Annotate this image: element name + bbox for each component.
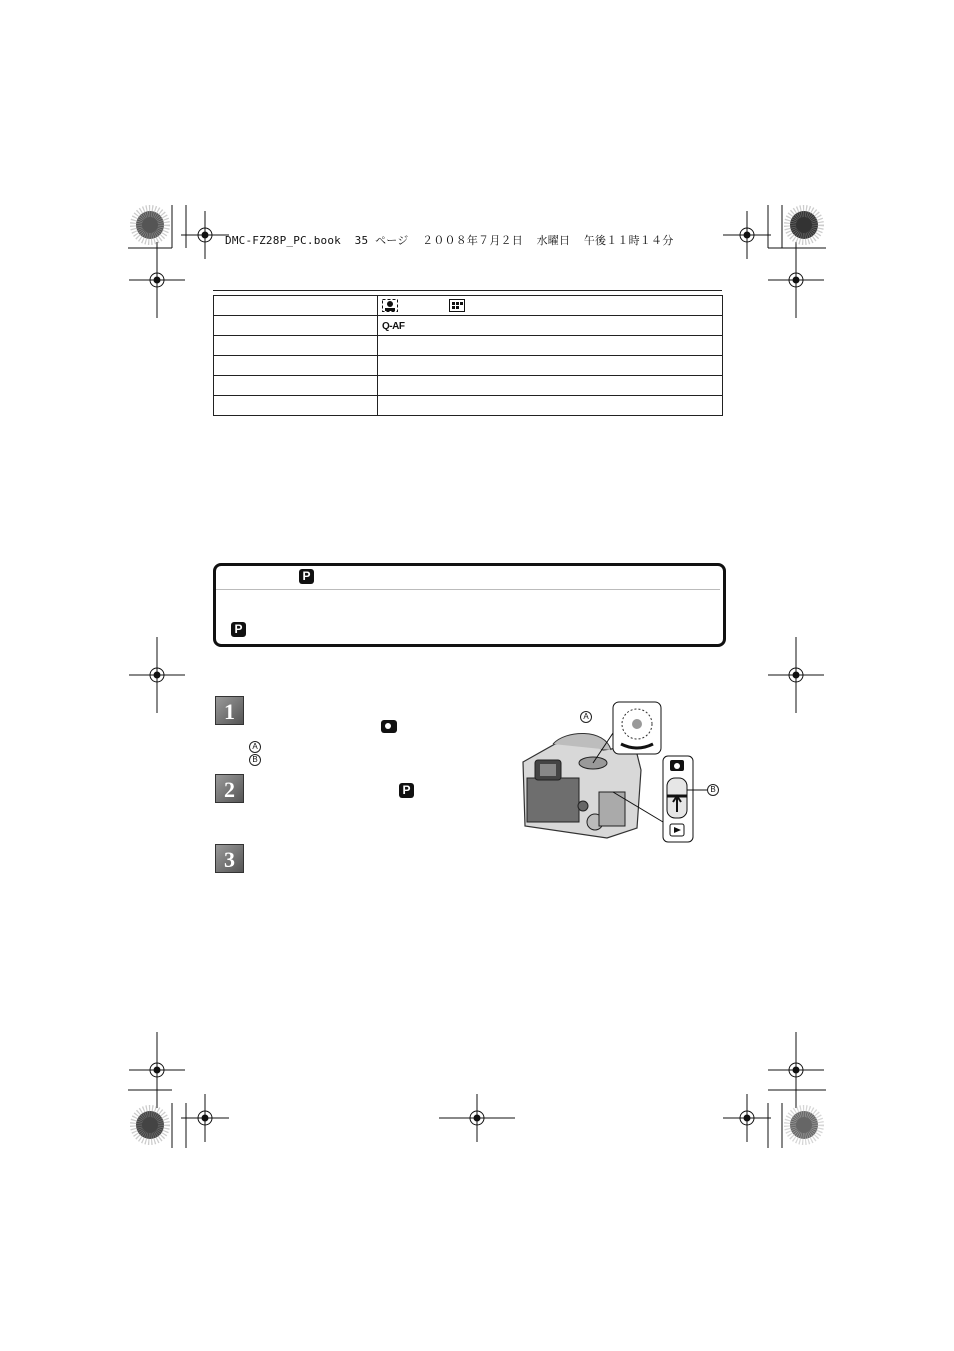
program-mode-notice-box (213, 563, 726, 647)
program-mode-icon: P (299, 569, 314, 584)
callout-a: A (580, 711, 592, 723)
camera-icon (381, 720, 397, 733)
table-cell (378, 396, 723, 416)
callout-b: B (707, 784, 719, 796)
table-cell (378, 356, 723, 376)
table-cell (378, 336, 723, 356)
table-cell (378, 376, 723, 396)
table-cell (378, 316, 723, 336)
table-row (214, 336, 723, 356)
camera-illustration (515, 700, 727, 848)
table-cell (214, 296, 378, 316)
table-row (214, 296, 723, 316)
settings-table (213, 295, 723, 416)
header-rule (213, 290, 722, 291)
table-cell (214, 396, 378, 416)
face-detection-icon (382, 299, 398, 312)
program-mode-icon: P (231, 622, 246, 637)
multi-area-af-icon (449, 299, 465, 312)
table-cell (214, 316, 378, 336)
table-cell (214, 336, 378, 356)
program-mode-icon: P (399, 783, 414, 798)
step-number: 2 (215, 774, 244, 803)
marker-b: B (249, 754, 261, 766)
table-row (214, 316, 723, 336)
print-header: DMC-FZ28P_PC.book 35 ページ ２００８年７月２日 水曜日 午後１１時１４分 (225, 234, 674, 247)
table-row (214, 356, 723, 376)
table-cell (214, 376, 378, 396)
quick-af-icon: Q-AF (382, 320, 405, 332)
notice-divider (216, 589, 720, 590)
table-cell (378, 296, 723, 316)
marker-a: A (249, 741, 261, 753)
table-cell (214, 356, 378, 376)
table-row (214, 376, 723, 396)
step-number: 3 (215, 844, 244, 873)
table-row (214, 396, 723, 416)
step-number: 1 (215, 696, 244, 725)
